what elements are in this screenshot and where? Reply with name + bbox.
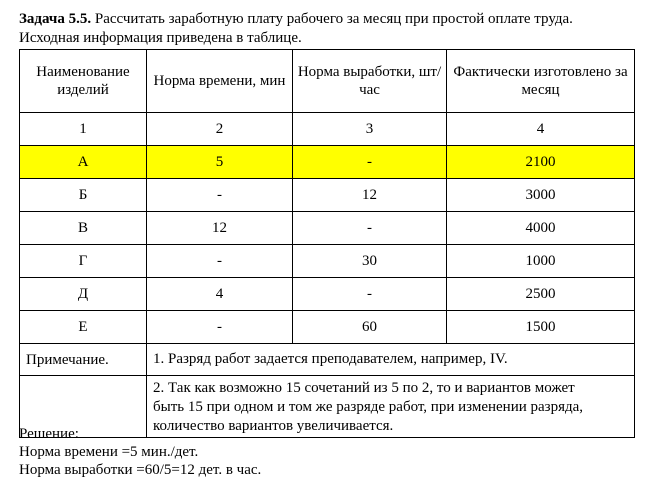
solution-heading: Решение: — [19, 426, 79, 442]
solution-section — [19, 425, 634, 479]
solution-line-1: Норма времени =5 мин./дет. — [19, 444, 199, 460]
task-number: Задача 5.5. — [19, 11, 92, 27]
note-2-line: 2. Так как возможно 15 сочетаний из 5 по 2, то и вариантов может — [153, 380, 575, 396]
header-cell-output-norm: Норма выработки, шт/час — [293, 50, 447, 113]
table-cell: 12 — [293, 179, 447, 212]
table-row — [20, 179, 635, 212]
task-line-2: Исходная информация приведена в таблице. — [19, 30, 302, 46]
note-label: Примечание. — [20, 344, 147, 376]
table-cell: А — [20, 146, 147, 179]
table-cell: Г — [20, 245, 147, 278]
table-cell: 1000 — [447, 245, 635, 278]
task-statement — [19, 10, 634, 48]
table-cell: 2500 — [447, 278, 635, 311]
note-2-line: количество вариантов увеличивается. — [153, 418, 394, 434]
source-data-table — [19, 49, 635, 438]
task-title: Рассчитать заработную плату рабочего за месяц при простой оплате труда. — [91, 11, 573, 27]
table-cell: 5 — [147, 146, 293, 179]
table-cell: 3000 — [447, 179, 635, 212]
column-number: 1 — [20, 113, 147, 146]
table-cell: - — [147, 179, 293, 212]
note-2-line: быть 15 при одном и том же разряде работ, при изменении разряда, — [153, 399, 584, 415]
header-cell-product: Наименование изделий — [20, 50, 147, 113]
table-row-highlighted — [20, 146, 635, 179]
table-cell: 12 — [147, 212, 293, 245]
note-row-1 — [20, 344, 635, 376]
table-cell: 60 — [293, 311, 447, 344]
column-number: 2 — [147, 113, 293, 146]
header-cell-time-norm: Норма времени, мин — [147, 50, 293, 113]
table-cell: 4000 — [447, 212, 635, 245]
table-header-row — [20, 50, 635, 113]
column-number: 4 — [447, 113, 635, 146]
table-cell: - — [147, 245, 293, 278]
column-number: 3 — [293, 113, 447, 146]
table-cell: Е — [20, 311, 147, 344]
table-cell: 30 — [293, 245, 447, 278]
column-number-row — [20, 113, 635, 146]
table-cell: В — [20, 212, 147, 245]
table-cell: Д — [20, 278, 147, 311]
header-cell-actual-output: Фактически изготовлено за месяц — [447, 50, 635, 113]
note-text-1: 1. Разряд работ задается преподавателем, например, IV. — [147, 344, 635, 376]
table-cell: - — [293, 146, 447, 179]
table-row — [20, 212, 635, 245]
table-cell: - — [147, 311, 293, 344]
table-cell: - — [293, 212, 447, 245]
table-cell: 4 — [147, 278, 293, 311]
table-row — [20, 311, 635, 344]
task-line-1 — [19, 10, 634, 29]
table-cell: Б — [20, 179, 147, 212]
table-cell: - — [293, 278, 447, 311]
table-cell: 1500 — [447, 311, 635, 344]
solution-line-2: Норма выработки =60/5=12 дет. в час. — [19, 462, 262, 478]
table-cell: 2100 — [447, 146, 635, 179]
table-row — [20, 278, 635, 311]
table-row — [20, 245, 635, 278]
